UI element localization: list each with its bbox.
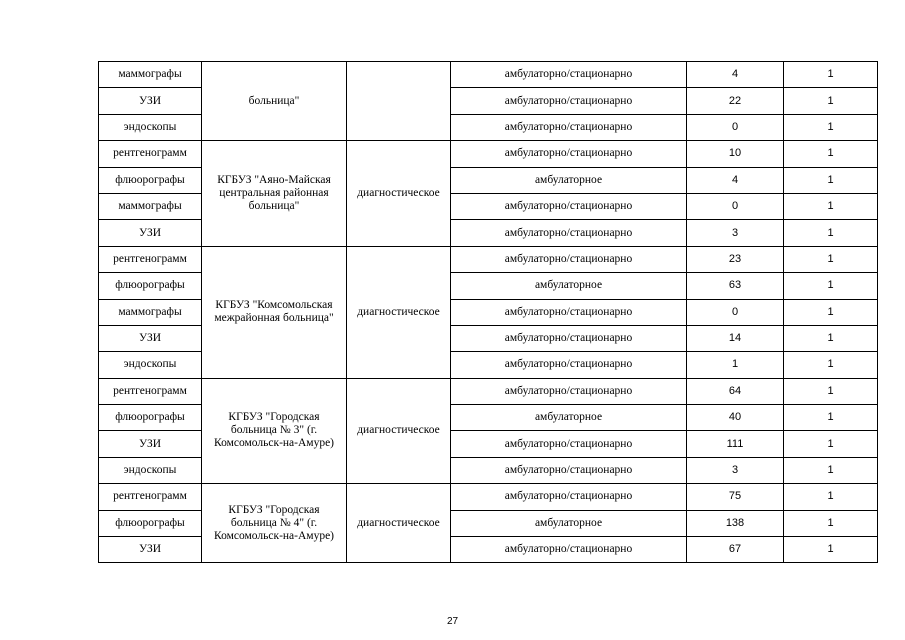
flag-cell: 1 — [784, 431, 878, 457]
flag-cell: 1 — [784, 378, 878, 404]
flag-cell: 1 — [784, 193, 878, 219]
count-cell: 0 — [687, 193, 784, 219]
mode-cell: амбулаторно/стационарно — [451, 457, 687, 483]
mode-cell: амбулаторно/стационарно — [451, 537, 687, 563]
mode-cell: амбулаторно/стационарно — [451, 193, 687, 219]
count-cell: 75 — [687, 484, 784, 510]
equipment-cell: рентгенограмм — [99, 378, 202, 404]
flag-cell: 1 — [784, 88, 878, 114]
organization-cell: КГБУЗ "Городская больница № 4" (г. Комсомольск-на-Амуре) — [202, 484, 347, 563]
equipment-cell: маммографы — [99, 299, 202, 325]
organization-cell: больница" — [202, 62, 347, 141]
count-cell: 1 — [687, 352, 784, 378]
equipment-cell: УЗИ — [99, 325, 202, 351]
mode-cell: амбулаторно/стационарно — [451, 352, 687, 378]
equipment-cell: рентгенограмм — [99, 141, 202, 167]
equipment-cell: УЗИ — [99, 537, 202, 563]
mode-cell: амбулаторное — [451, 510, 687, 536]
equipment-cell: эндоскопы — [99, 352, 202, 378]
flag-cell: 1 — [784, 352, 878, 378]
type-cell: диагностическое — [347, 378, 451, 484]
count-cell: 138 — [687, 510, 784, 536]
count-cell: 67 — [687, 537, 784, 563]
equipment-cell: маммографы — [99, 62, 202, 88]
flag-cell: 1 — [784, 141, 878, 167]
mode-cell: амбулаторное — [451, 273, 687, 299]
equipment-cell: УЗИ — [99, 88, 202, 114]
count-cell: 23 — [687, 246, 784, 272]
equipment-cell: рентгенограмм — [99, 246, 202, 272]
equipment-table — [98, 61, 878, 563]
type-cell: диагностическое — [347, 141, 451, 247]
mode-cell: амбулаторно/стационарно — [451, 246, 687, 272]
count-cell: 63 — [687, 273, 784, 299]
type-cell: диагностическое — [347, 246, 451, 378]
count-cell: 64 — [687, 378, 784, 404]
count-cell: 22 — [687, 88, 784, 114]
mode-cell: амбулаторно/стационарно — [451, 484, 687, 510]
organization-cell: КГБУЗ "Городская больница № 3" (г. Комсомольск-на-Амуре) — [202, 378, 347, 484]
count-cell: 0 — [687, 114, 784, 140]
equipment-cell: эндоскопы — [99, 457, 202, 483]
equipment-cell: флюорографы — [99, 405, 202, 431]
flag-cell: 1 — [784, 220, 878, 246]
table-row — [99, 62, 878, 88]
count-cell: 3 — [687, 220, 784, 246]
flag-cell: 1 — [784, 62, 878, 88]
equipment-cell: флюорографы — [99, 167, 202, 193]
mode-cell: амбулаторно/стационарно — [451, 220, 687, 246]
table-row — [99, 484, 878, 510]
equipment-cell: УЗИ — [99, 431, 202, 457]
mode-cell: амбулаторно/стационарно — [451, 378, 687, 404]
mode-cell: амбулаторно/стационарно — [451, 141, 687, 167]
mode-cell: амбулаторно/стационарно — [451, 88, 687, 114]
mode-cell: амбулаторно/стационарно — [451, 431, 687, 457]
table-row — [99, 246, 878, 272]
flag-cell: 1 — [784, 114, 878, 140]
flag-cell: 1 — [784, 273, 878, 299]
mode-cell: амбулаторное — [451, 167, 687, 193]
type-cell: диагностическое — [347, 484, 451, 563]
count-cell: 3 — [687, 457, 784, 483]
count-cell: 40 — [687, 405, 784, 431]
mode-cell: амбулаторно/стационарно — [451, 325, 687, 351]
equipment-cell: маммографы — [99, 193, 202, 219]
equipment-cell: флюорографы — [99, 510, 202, 536]
flag-cell: 1 — [784, 167, 878, 193]
equipment-cell: УЗИ — [99, 220, 202, 246]
equipment-cell: флюорографы — [99, 273, 202, 299]
count-cell: 111 — [687, 431, 784, 457]
flag-cell: 1 — [784, 537, 878, 563]
type-cell — [347, 62, 451, 141]
count-cell: 0 — [687, 299, 784, 325]
organization-cell: КГБУЗ "Аяно-Майская центральная районная больница" — [202, 141, 347, 247]
flag-cell: 1 — [784, 299, 878, 325]
mode-cell: амбулаторно/стационарно — [451, 62, 687, 88]
flag-cell: 1 — [784, 246, 878, 272]
flag-cell: 1 — [784, 325, 878, 351]
mode-cell: амбулаторно/стационарно — [451, 299, 687, 325]
mode-cell: амбулаторное — [451, 405, 687, 431]
flag-cell: 1 — [784, 457, 878, 483]
page-number: 27 — [446, 616, 459, 627]
count-cell: 4 — [687, 167, 784, 193]
table-row — [99, 141, 878, 167]
count-cell: 10 — [687, 141, 784, 167]
count-cell: 4 — [687, 62, 784, 88]
flag-cell: 1 — [784, 405, 878, 431]
flag-cell: 1 — [784, 510, 878, 536]
equipment-cell: эндоскопы — [99, 114, 202, 140]
equipment-cell: рентгенограмм — [99, 484, 202, 510]
table-body — [99, 62, 878, 563]
table-row — [99, 378, 878, 404]
mode-cell: амбулаторно/стационарно — [451, 114, 687, 140]
flag-cell: 1 — [784, 484, 878, 510]
organization-cell: КГБУЗ "Комсомольская межрайонная больница" — [202, 246, 347, 378]
count-cell: 14 — [687, 325, 784, 351]
